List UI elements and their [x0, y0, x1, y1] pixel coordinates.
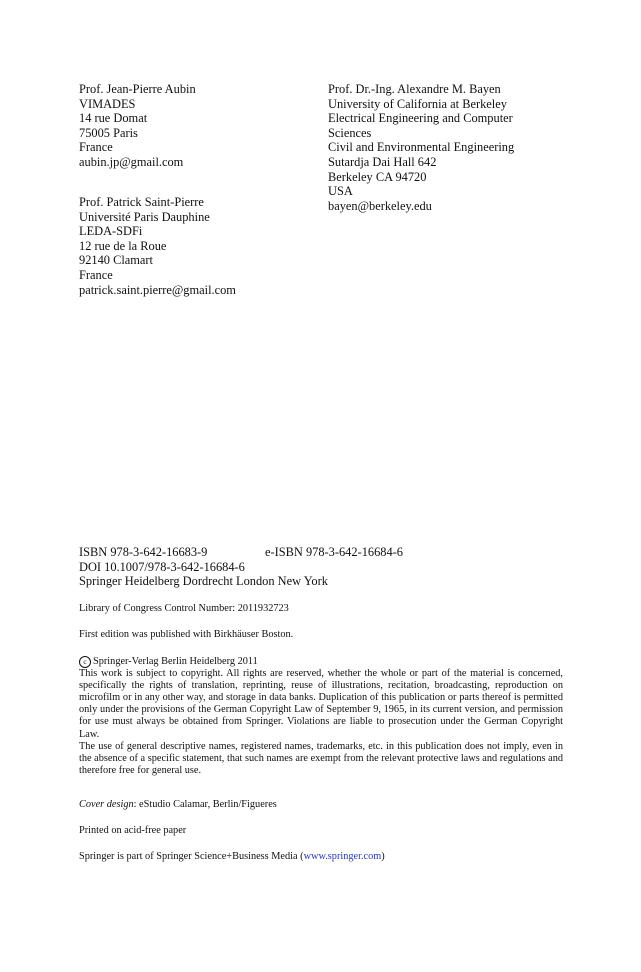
copyright-holder: Springer-Verlag Berlin Heidelberg 2011 — [93, 656, 258, 667]
eisbn: e-ISBN 978-3-642-16684-6 — [265, 545, 403, 559]
trademark-text: The use of general descriptive names, registered names, trademarks, etc. in this publication does not imply, even in the absence of a specific statement, that such names are exempt from the relevant protective laws and regulations and therefore free for general use. — [79, 740, 563, 776]
address-line: LEDA-SDFi — [79, 224, 143, 239]
copyright-text: This work is subject to copyright. All rights are reserved, whether the whole or part of the material is concerned, specifically the rights of translation, reprinting, reuse of illustrations, recitation, broadcasting, reproduction on microfilm or in any other way, and storage in data banks. Duplication of this publication or parts thereof is permitted only under the provisions of the German Copyright Law of September 9, 1965, in its current version, and permission for use must always be obtained from Springer. Violations are liable to prosecution under the German Copyright Law. — [79, 668, 563, 740]
address-line: University of California at Berkeley — [328, 96, 507, 111]
address-line: Electrical Engineering and Computer — [328, 111, 513, 126]
address-line: 75005 Paris — [79, 125, 138, 140]
author-name: Prof. Patrick Saint-Pierre — [79, 195, 204, 209]
springer-note: Springer is part of Springer Science+Business Media (www.springer.com) — [79, 851, 385, 862]
copyright-notice — [79, 656, 563, 777]
publisher-cities: Springer Heidelberg Dordrecht London New York — [79, 574, 328, 589]
cover-design-credit — [79, 799, 563, 811]
author-address-aubin — [79, 82, 196, 170]
springer-link[interactable]: www.springer.com — [303, 851, 382, 862]
first-edition-note: First edition was published with Birkhäuser Boston. — [79, 629, 294, 640]
isbn: ISBN 978-3-642-16683-9 — [79, 545, 208, 559]
isbn-block — [79, 545, 579, 589]
author-address-saint-pierre — [79, 195, 236, 297]
cover-design-label: Cover design — [79, 799, 134, 810]
address-line: Berkeley CA 94720 — [328, 169, 427, 184]
author-email: aubin.jp@gmail.com — [79, 154, 184, 169]
address-line: Sutardja Dai Hall 642 — [328, 154, 437, 169]
author-email: patrick.saint.pierre@gmail.com — [79, 282, 236, 297]
lccn: Library of Congress Control Number: 2011932723 — [79, 603, 289, 614]
address-line: USA — [328, 184, 353, 199]
address-line: Université Paris Dauphine — [79, 209, 210, 224]
doi: DOI 10.1007/978-3-642-16684-6 — [79, 559, 245, 574]
copyright-icon: c — [79, 656, 91, 668]
address-line: Sciences — [328, 125, 372, 140]
address-line: 92140 Clamart — [79, 253, 153, 268]
author-name: Prof. Dr.-Ing. Alexandre M. Bayen — [328, 82, 501, 96]
address-line: VIMADES — [79, 96, 136, 111]
address-line: Civil and Environmental Engineering — [328, 140, 515, 155]
address-line: 14 rue Domat — [79, 111, 148, 126]
author-email: bayen@berkeley.edu — [328, 198, 432, 213]
acid-free-note: Printed on acid-free paper — [79, 825, 187, 836]
cover-design-value: : eStudio Calamar, Berlin/Figueres — [133, 799, 277, 810]
address-line: France — [79, 267, 113, 282]
author-address-bayen — [328, 82, 514, 213]
author-name: Prof. Jean-Pierre Aubin — [79, 82, 196, 96]
address-line: 12 rue de la Roue — [79, 238, 167, 253]
address-line: France — [79, 140, 113, 155]
